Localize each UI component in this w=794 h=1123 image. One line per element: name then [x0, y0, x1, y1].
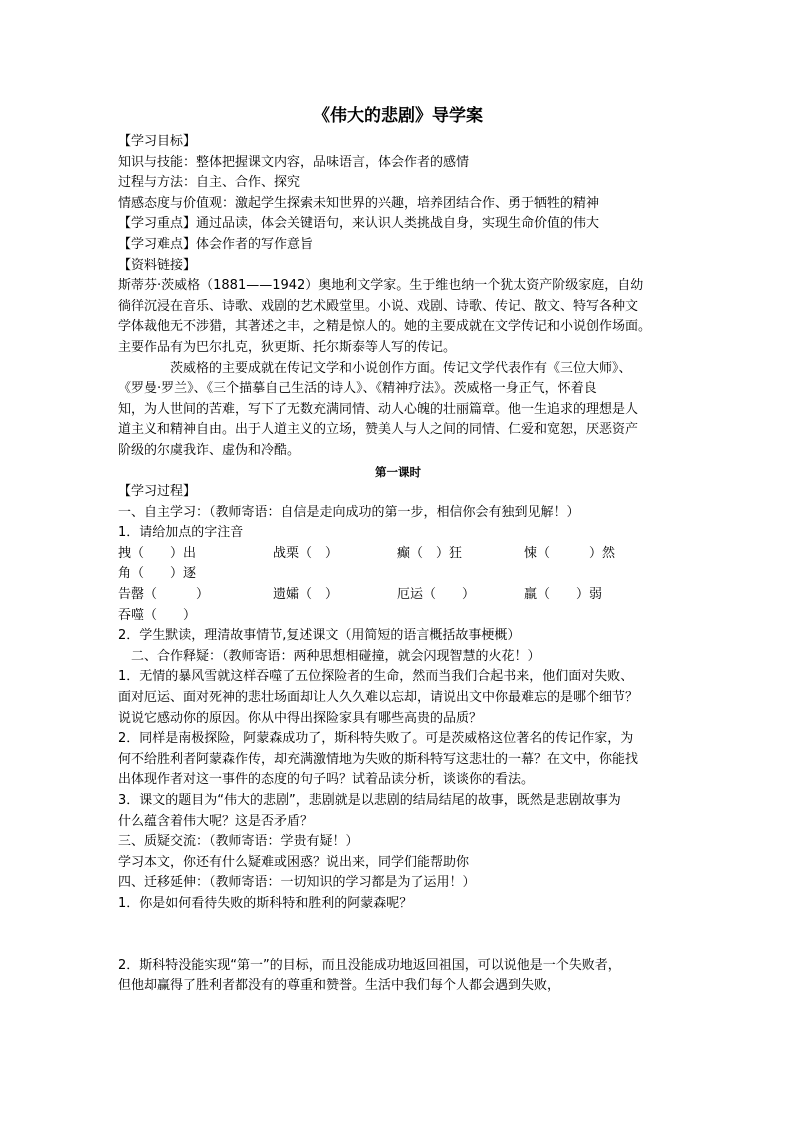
part4-question1: 1．你是如何看待失败的斯科特和胜利的阿蒙森呢？	[118, 895, 413, 911]
answer-space	[118, 915, 678, 956]
part2-heading: 二、合作释疑：（教师寄语：两种思想相碰撞，就会闪现智慧的火花！）	[131, 648, 541, 664]
resources-para1-line: 徜徉沉浸在音乐、诗歌、戏剧的艺术殿堂里。小说、戏剧、诗歌、传记、散文、特写各种文	[118, 298, 639, 314]
objective-knowledge: 知识与技能：整体把握课文内容，品味语言，体会作者的感情	[118, 154, 470, 170]
part2-question1-line: 说说它感动你的原因。你从中得出探险家具有哪些高贵的品质？	[118, 710, 483, 726]
pinyin-item: 战栗（ ）	[273, 545, 339, 561]
pinyin-item: 羸（ ）弱	[524, 587, 603, 603]
resources-para2-line: 知，为人世间的苦难，写下了无数充满同情、动人心魄的壮丽篇章。他一生追求的理想是人	[118, 401, 639, 417]
page-title: 《伟大的悲剧》导学案	[313, 106, 483, 126]
resources-para2-line: 阶级的尔虞我诈、虚伪和冷酷。	[118, 442, 301, 458]
part1-heading: 一、自主学习：（教师寄语：自信是走向成功的第一步，相信你会有独到见解！）	[118, 504, 580, 520]
part2-question1-line: 1．无情的暴风雪就这样吞噬了五位探险者的生命，然而当我们合起书来，他们面对失败、	[118, 669, 634, 685]
part2-question2-line: 何不给胜利者阿蒙森作传，却充满激情地为失败的斯科特写这悲壮的一幕？在文中，你能找	[118, 751, 639, 767]
part2-question3-line: 3．课文的题目为“伟大的悲剧”，悲剧就是以悲剧的结局结尾的故事，既然是悲剧故事为	[118, 793, 621, 808]
pinyin-item: 癫（ ）狂	[397, 545, 463, 561]
pinyin-row	[118, 585, 678, 606]
part1-question1: 1．请给加点的字注音	[118, 525, 244, 541]
part3-body: 学习本文，你还有什么疑难或困惑？说出来，同学们能帮助你	[118, 854, 470, 870]
resources-para1-line: 斯蒂芬·茨威格（1881——1942）奥地利文学家。生于维也纳一个犹太资产阶级家庭，自幼	[118, 278, 644, 294]
part2-question2-line: 2．同样是南极探险，阿蒙森成功了，斯科特失败了。可是茨威格这位著名的传记作家，为	[118, 731, 634, 747]
lesson-heading: 第一课时	[375, 464, 421, 479]
process-header: 【学习过程】	[118, 484, 197, 500]
part4-question2-line: 但他却赢得了胜利者都没有的尊重和赞誉。生活中我们每个人都会遇到失败，	[118, 978, 561, 994]
pinyin-item: 告罄（ ）	[118, 587, 210, 603]
resources-para2-line: 《罗曼·罗兰》、《三个描摹自己生活的诗人》、《精神疗法》。茨威格一身正气，怀着良	[118, 381, 597, 397]
part2-question2-line: 出体现作者对这一事件的态度的句子吗？试着品读分析，谈谈你的看法。	[118, 772, 535, 788]
objective-process: 过程与方法：自主、合作、探究	[118, 175, 301, 191]
pinyin-item: 悚（ ）然	[524, 545, 616, 561]
part3-heading: 三、质疑交流：（教师寄语：学贵有疑！）	[118, 834, 359, 850]
key-point: 【学习重点】通过品读，体会关键语句，来认识人类挑战自身，实现生命价值的伟大	[118, 216, 600, 232]
part2-question3-line: 什么蕴含着伟大呢？这是否矛盾？	[118, 813, 314, 829]
pinyin-row	[118, 544, 678, 565]
part1-question2: 2．学生默读，理清故事情节,复述课文（用简短的语言概括故事梗概）	[118, 628, 521, 644]
pinyin-item: 角（ ）逐	[118, 566, 197, 582]
part4-heading: 四、迁移延伸：（教师寄语：一切知识的学习都是为了运用！）	[118, 875, 476, 891]
part4-question2-line: 2．斯科特没能实现“第一”的目标，而且没能成功地返回祖国，可以说他是一个失败者，	[118, 957, 621, 973]
pinyin-item: 厄运（ ）	[397, 587, 476, 603]
resources-para1-line: 学体裁他无不涉猎，其著述之丰，之精是惊人的。她的主要成就在文学传记和小说创作场面。	[118, 319, 652, 335]
resources-para1-line: 主要作品有为巴尔扎克，狄更斯、托尔斯泰等人写的传记。	[118, 339, 457, 355]
document-page	[118, 104, 678, 997]
part2-question1-line: 面对厄运、面对死神的悲壮场面却让人久久难以忘却，请说出文中你最难忘的是哪个细节？	[118, 690, 639, 706]
difficult-point: 【学习难点】体会作者的写作意旨	[118, 236, 314, 252]
pinyin-item: 吞噬（ ）	[118, 607, 197, 623]
pinyin-item: 拽（ ）出	[118, 545, 197, 561]
objective-emotion: 情感态度与价值观：激起学生探索未知世界的兴趣，培养团结合作、勇于牺牲的精神	[118, 195, 600, 211]
resources-header: 【资料链接】	[118, 257, 197, 273]
pinyin-item: 遗孀（ ）	[273, 587, 339, 603]
objectives-header: 【学习目标】	[118, 134, 197, 149]
resources-para2-line: 茨威格的主要成就在传记文学和小说创作方面。传记文学代表作有《三位大师》、	[170, 360, 632, 376]
resources-para2-line: 道主义和精神自由。出于人道主义的立场，赞美人与人之间的同情、仁爱和宽恕，厌恶资产	[118, 422, 639, 438]
